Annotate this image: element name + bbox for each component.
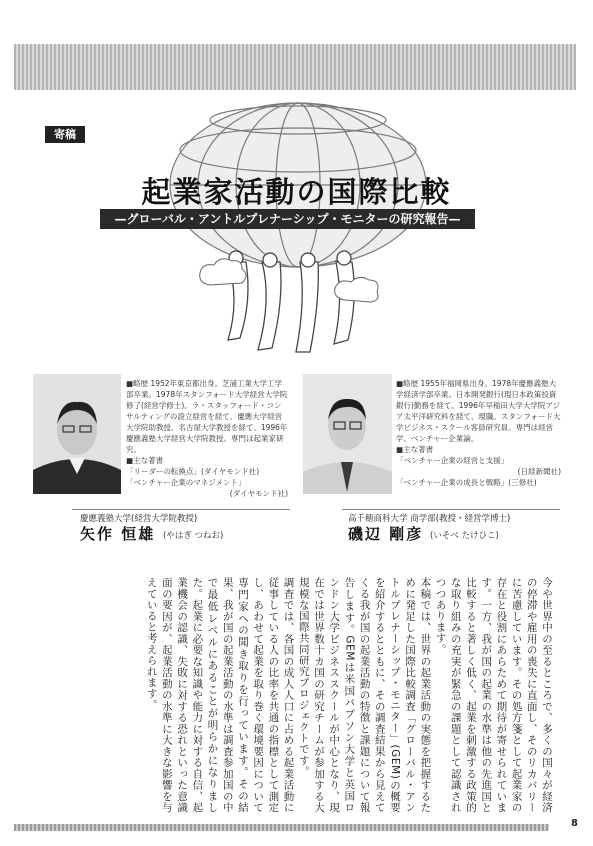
bio-books-heading: ■主な著書 <box>126 456 164 465</box>
body-paragraph: 調査では、各国の成人人口に占める起業活動に従事している人の比率を共通の指標として測定し、あわせて起業を取り巻く環境要因について専門家への聞き取りを行っています。その結果、我が国の起業活動の水準は調査参加国の中で最低レベルにあることが明らかになりました。起業に必要な知識や能力に対する自信、起業機会の認識、失敗に対する恐れといった意識面の要因が、起業活動の水準に大きな影響を与えていると考えられます。 <box>145 577 295 813</box>
article-title: 起業家活動の国際比較 <box>141 175 452 209</box>
author-name-reading: (やはぎ つねお) <box>163 531 224 541</box>
author-affiliation: 慶應義塾大学(経営大学院教授) <box>80 514 198 524</box>
body-paragraph: 本稿では、世界の起業活動の実態を把握するために発足した国際比較調査「グローバル・アントルプレナーシップ・モニター」(GEM)の概要を紹介するとともに、その調査結果から見えてくる我が国の起業活動の特徴と課題について報告します。GEMは米国バブソン大学と英国ロンドン大学ビジネススクールが中心となり、現在では世界数十カ国の研究チームが参加する大規模な国際共同研究プロジェクトです。 <box>297 577 432 813</box>
bio-summary: ■略歴 1955年福岡県出身。1978年慶應義塾大学経済学部卒業。日本開発銀行(現日本政策投資銀行)勤務を経て、1996年早稲田大学大学院アジア太平洋研究科を経て、現職。スタンフォード大学ビジネス・スクール客員研究員。専門は経営学、ベンチャー企業論。 <box>396 379 561 443</box>
author-photo-yahagi <box>33 374 121 494</box>
footer-decorative-band <box>14 824 549 831</box>
author-bio-isobe <box>396 378 561 488</box>
bio-book-publisher: (日経新聞社) <box>517 467 561 476</box>
author-divider <box>342 509 560 510</box>
author-bio-yahagi <box>126 378 288 499</box>
author-name: 矢作 恒雄 <box>80 525 156 543</box>
bio-book: 「リーダーの転換点」(ダイヤモンド社) <box>126 467 260 476</box>
author-name: 磯辺 剛彦 <box>348 525 424 543</box>
bio-book: 「ベンチャー企業の成長と戦略」(三修社) <box>396 478 537 487</box>
author-affiliation: 高千穂商科大学 商学部(教授・経営学博士) <box>348 514 511 524</box>
author-name-reading: (いそべ たけひこ) <box>430 531 499 541</box>
bio-book: 「ベンチャー企業の経営と支援」 <box>396 456 509 465</box>
bio-summary: ■略歴 1952年東京都出身。芝浦工業大学工学部卒業。1978年スタンフォード大学経営大学院修了(経営学修士)。ラ・スタッフォード・コンサルティングの設立経営を経て、慶應大学経営大学院助教授、名古屋大学教授を経て、1996年慶應義塾大学経営大学院教授。専門は起業家研究。 <box>126 379 288 454</box>
bio-book: 「ベンチャー企業のマネジメント」 <box>126 478 246 487</box>
body-paragraph: 今や世界中の至るところで、多くの国々が経済の停滞や雇用の喪失に直面し、そのリカバリーに苦慮しています。その処方箋として起業家の存在と役割にあらためて期待が寄せられています。一方、我が国の起業の水準は他の先進国と比較すると著しく低く、起業を刺激する政策的な取り組みの充実が緊急の課題として認識されつつあります。 <box>434 577 553 813</box>
author-divider <box>72 509 290 510</box>
bio-book-publisher: (ダイヤモンド社) <box>229 489 288 498</box>
article-body <box>42 577 554 813</box>
page-number: 8 <box>571 818 578 829</box>
article-subtitle: —グローバル・アントルプレナーシップ・モニターの研究報告— <box>114 212 461 226</box>
article-category-tag: 寄稿 <box>45 126 85 143</box>
author-photo-isobe <box>303 374 392 494</box>
bio-books-heading: ■主な著書 <box>396 445 434 454</box>
